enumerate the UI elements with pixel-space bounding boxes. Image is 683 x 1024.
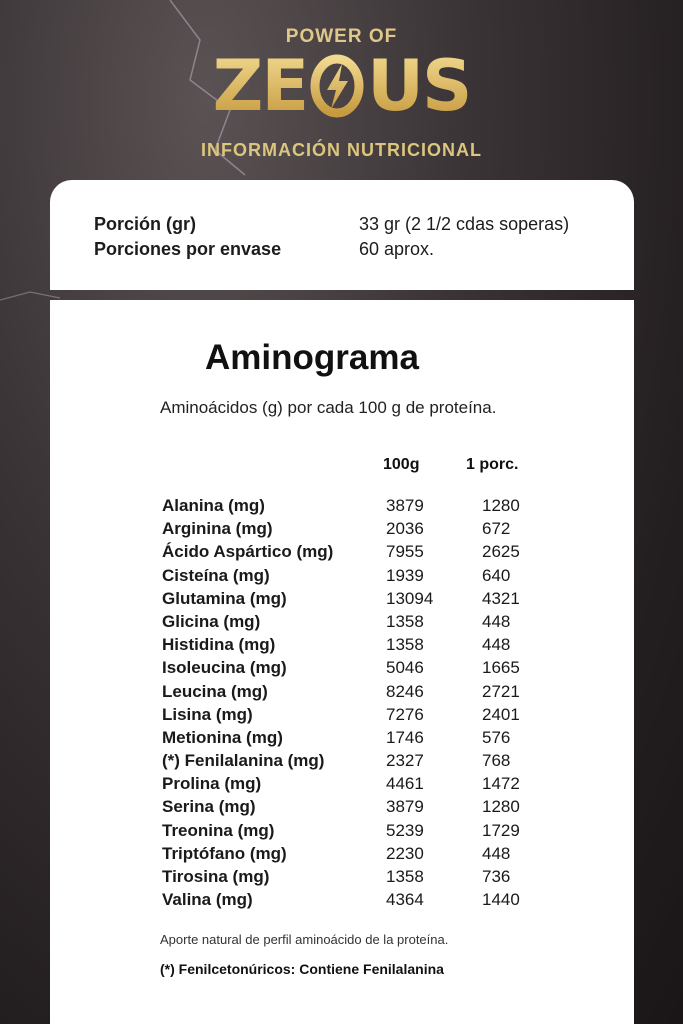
aminogram-title: Aminograma (205, 338, 419, 377)
aminogram-card (50, 300, 634, 1024)
aminoacid-table (162, 496, 582, 913)
table-row (162, 612, 582, 635)
aminoacid-name: Tirosina (mg) (162, 867, 270, 886)
table-row (162, 890, 582, 913)
table-row (162, 496, 582, 519)
aminoacid-name: (*) Fenilalanina (mg) (162, 751, 325, 771)
value-portion: 1440 (482, 890, 520, 910)
table-row (162, 751, 582, 774)
value-portion: 640 (482, 565, 511, 585)
value-portion: 2625 (482, 542, 520, 562)
aminoacid-name: Triptófano (mg) (162, 843, 287, 863)
value-100g: 7276 (386, 704, 424, 724)
phenylketonuric-warning: (*) Fenilcetonúricos: Contiene Fenilalanina (160, 961, 444, 977)
value-portion: 4321 (482, 588, 520, 608)
brand-tagline: POWER OF (285, 26, 398, 47)
value-100g: 7955 (386, 542, 424, 562)
table-row (162, 728, 582, 751)
table-row (162, 774, 582, 797)
serving-value: 33 gr (2 1/2 cdas soperas) (359, 214, 570, 234)
value-100g: 13094 (386, 588, 434, 608)
aminogram-intro: Aminoácidos (g) por cada 100 g de proteína. (160, 398, 497, 417)
value-100g: 4461 (386, 774, 424, 794)
value-portion: 448 (482, 635, 511, 655)
value-100g: 2036 (386, 519, 424, 539)
aminoacid-name: Histidina (mg) (162, 635, 276, 655)
table-row (162, 658, 582, 681)
value-portion: 1729 (482, 820, 520, 840)
value-portion: 2721 (482, 681, 520, 701)
table-row (162, 867, 582, 890)
value-portion: 1665 (482, 658, 520, 678)
value-100g: 1358 (386, 635, 424, 655)
brand-logo (0, 46, 683, 126)
table-row (162, 844, 582, 867)
value-portion: 576 (482, 727, 511, 747)
table-row (162, 542, 582, 565)
value-100g: 1358 (386, 611, 424, 631)
servings-per-container-value: 60 aprox. (359, 239, 435, 259)
aminoacid-name: Glutamina (mg) (162, 588, 287, 608)
aminoacid-name: Cisteína (mg) (162, 565, 270, 585)
column-header-portion: 1 porc. (466, 456, 519, 473)
aminoacid-name: Valina (mg) (162, 890, 253, 910)
aminoacid-name: Treonina (mg) (162, 820, 275, 840)
value-portion: 448 (482, 843, 511, 863)
value-portion: 1280 (482, 496, 520, 515)
value-100g: 8246 (386, 681, 424, 701)
value-100g: 1746 (386, 727, 424, 747)
aminoacid-name: Leucina (mg) (162, 681, 268, 701)
table-row (162, 566, 582, 589)
value-100g: 2327 (386, 751, 424, 771)
value-100g: 1358 (386, 867, 424, 886)
table-row (162, 519, 582, 542)
lightning-o-icon (309, 54, 365, 118)
table-row (162, 589, 582, 612)
value-portion: 768 (482, 751, 511, 771)
value-100g: 3879 (386, 797, 424, 817)
aminoacid-name: Glicina (mg) (162, 611, 261, 631)
aminoacid-name: Metionina (mg) (162, 727, 283, 747)
value-portion: 1280 (482, 797, 520, 817)
aminoacid-name: Lisina (mg) (162, 704, 253, 724)
value-100g: 5046 (386, 658, 424, 678)
table-row (162, 797, 582, 820)
table-row (162, 682, 582, 705)
serving-label: Porción (gr) (94, 214, 196, 234)
value-portion: 2401 (482, 704, 520, 724)
table-row (162, 635, 582, 658)
table-row (162, 821, 582, 844)
aminoacid-name: Ácido Aspártico (mg) (162, 542, 334, 562)
value-portion: 448 (482, 611, 511, 631)
value-100g: 1939 (386, 565, 424, 585)
page-subtitle: INFORMACIÓN NUTRICIONAL (201, 140, 482, 160)
value-portion: 1472 (482, 774, 520, 794)
serving-card (50, 180, 634, 290)
aminoacid-name: Alanina (mg) (162, 496, 265, 515)
aminoacid-name: Arginina (mg) (162, 519, 273, 539)
value-portion: 672 (482, 519, 511, 539)
brand-logo-left: ZE (212, 45, 308, 127)
value-100g: 5239 (386, 820, 424, 840)
footnote: Aporte natural de perfil aminoácido de la proteína. (160, 932, 449, 947)
column-header-100g: 100g (383, 456, 420, 473)
aminoacid-name: Isoleucina (mg) (162, 658, 287, 678)
table-row (162, 705, 582, 728)
servings-per-container-label: Porciones por envase (94, 239, 282, 259)
value-100g: 3879 (386, 496, 424, 515)
value-100g: 2230 (386, 843, 424, 863)
value-100g: 4364 (386, 890, 424, 910)
aminoacid-name: Prolina (mg) (162, 774, 262, 794)
value-portion: 736 (482, 867, 511, 886)
aminoacid-name: Serina (mg) (162, 797, 256, 817)
brand-logo-right: US (367, 45, 471, 127)
